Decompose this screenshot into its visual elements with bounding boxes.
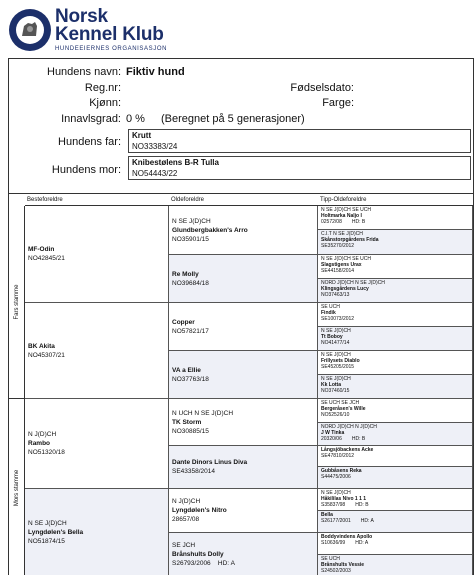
dob-label: Fødselsdato: [290,82,354,94]
ggg-title: N SE J(D)CH [321,490,351,496]
ggg-reg: S35837/98 [321,502,346,508]
great-grandparent-reg: S26793/2006 [172,560,211,567]
dog-info-section [9,59,473,194]
great-great-grandparent-12 [318,467,473,489]
ggg-name: Boddyvindens Apollo [321,534,373,540]
ggg-reg: SE47810/2012 [321,453,355,459]
grandparent-reg: NO51874/15 [28,538,65,545]
great-grandparent-name: Re Molly [172,270,199,278]
dam-name: Knibestølens B-R Tulla [132,158,219,167]
great-great-grandparent-14 [318,511,473,533]
dam-label: Hundens mor: [51,164,121,176]
ggg-reg-line [321,412,469,418]
ggg-name: Gubbåsens Reka [321,468,362,474]
great-great-grandparent-6 [318,327,473,351]
dam-box [128,156,471,180]
ggg-reg-line [321,518,469,524]
ggg-reg-line [321,568,469,574]
side-mother [9,399,25,575]
great-great-grandparent-7 [318,351,473,375]
sire-reg: NO33383/24 [132,142,178,151]
side-mother-label: Mors stamme [13,469,20,507]
great-grandparent-name: Glundbergbakken's Arro [172,226,248,234]
ggg-title: N SE J(D)CH [321,352,351,358]
great-great-grandparent-2 [318,230,473,255]
ggg-reg: SE45205/2015 [321,364,355,370]
grandparent-name: MF-Odin [28,246,55,253]
ggg-reg-line [321,292,469,298]
sire-label: Hundens far: [58,136,121,148]
ggg-reg: S24502/2003 [321,568,351,574]
grandparent-reg: NO51320/18 [28,449,65,456]
great-grandparent-name: Dante Dinors Linus Diva [172,459,248,466]
name-label: Hundens navn: [47,66,121,78]
name-value: Fiktiv hund [126,66,185,78]
grandparent-title: N J(D)CH [28,431,57,438]
color-label: Farge: [322,97,354,109]
grandparent-title: N SE J(D)CH [28,520,67,527]
ggg-reg: S44475/2006 [321,474,351,480]
ggg-title: N SE J(D)CH [321,328,351,334]
ggg-name: Skånstorpgårdens Frida [321,237,379,243]
ggg-reg-line [321,364,469,370]
great-great-grandparent-4 [318,279,473,303]
side-father [9,206,25,399]
sire-name: Krutt [132,131,152,140]
grandparent-name: BK Akita [28,342,55,350]
great-great-grandparent-3 [318,255,473,279]
grandparent-reg: NO42845/21 [28,255,65,262]
hd-grade: HD: B [351,219,366,225]
ggg-reg: NO41477/14 [321,340,350,346]
ggg-reg: 02572/08 [321,219,342,225]
dam-reg: NO54443/22 [132,169,178,178]
great-grandparent-8 [169,533,318,575]
great-grandparent-5 [169,399,318,446]
grandparent-3 [25,399,169,489]
great-great-grandparent-16 [318,555,473,575]
grandparent-2 [25,303,169,399]
great-grandparent-6 [169,446,318,489]
ggg-reg: NO37463/13 [321,292,350,298]
great-grandparent-1 [169,206,318,255]
great-great-grandparent-1 [318,206,473,230]
ggg-title: N SE J(D)CH SE UCH [321,207,372,213]
ggg-reg-line [321,453,469,459]
inbreeding-note: (Beregnet på 5 generasjoner) [161,113,305,125]
ggg-reg-line [321,340,469,346]
grandparent-1 [25,206,169,303]
pedigree-document [8,58,474,575]
great-grandparent-name: TK Storm [172,418,202,426]
ggg-reg: SE35270/2012 [321,243,355,249]
hd-grade: HD: B [351,436,366,442]
ggg-reg-line [321,268,469,274]
ggg-name: Tt Boboy [321,334,343,340]
great-grandparent-reg: NO57821/17 [172,327,209,335]
ggg-reg: S10636/99 [321,540,346,546]
ggg-title: C.I.T N SE J(D)CH [321,231,363,237]
ggg-reg-line [321,388,469,394]
ggg-title: NORD J(D)CH N J(D)CH [321,424,377,430]
great-grandparent-reg: NO37763/18 [172,375,209,383]
great-grandparent-title: SE JCH [172,542,196,549]
great-grandparent-title: N UCH N SE J(D)CH [172,409,234,417]
great-grandparent-reg: SE43358/2014 [172,468,216,475]
inbreeding-label: Innavlsgrad: [61,113,121,125]
great-great-grandparent-13 [318,489,473,511]
inbreeding-value: 0 % [126,113,145,125]
hd-grade: HD: A [360,518,374,524]
side-father-label: Fars stamme [13,284,20,320]
great-grandparent-title: N SE J(D)CH [172,217,211,225]
ggg-reg-line [321,474,469,480]
great-grandparent-reg-line [172,559,314,568]
header-great-great-grandparents: Tipp-Oldeforeldre [318,195,473,206]
great-grandparent-3 [169,303,318,351]
grandparent-reg: NO45307/21 [28,351,65,359]
ggg-reg-line [321,219,469,225]
great-grandparent-reg: NO35901/15 [172,235,209,243]
great-grandparent-reg: NO30885/15 [172,427,209,435]
nkk-logo-icon [8,8,52,52]
ggg-reg: SE10073/2012 [321,316,355,322]
ggg-name: Frillysets Diablo [321,358,360,364]
ggg-name: Bergeråsen's Wille [321,406,366,412]
great-grandparent-reg: 28657/08 [172,516,200,523]
brand [55,8,167,52]
ggg-name: Slagstigens Urax [321,262,362,268]
ggg-name: Findik [321,310,336,316]
ggg-reg-line [321,436,469,442]
pedigree-table [9,195,473,575]
ggg-reg: S26177/2001 [321,518,351,524]
ggg-name: Bella [321,512,333,518]
great-grandparent-title: N J(D)CH [172,498,201,505]
hd-grade: HD: A [217,560,235,567]
ggg-reg-line [321,540,469,546]
great-grandparent-reg: NO39684/18 [172,279,209,287]
sire-box [128,129,471,153]
ggg-reg-line [321,243,469,249]
great-great-grandparent-5 [318,303,473,327]
ggg-title: N SE J(D)CH SE UCH [321,256,372,262]
ggg-reg: NO52526/10 [321,412,350,418]
ggg-name: J W Tinka [321,430,345,436]
ggg-reg-line [321,316,469,322]
ggg-name: Holtmarka Naljo I [321,213,362,219]
great-great-grandparent-10 [318,423,473,446]
ggg-name: Långsjöbackens Acke [321,447,374,453]
great-grandparent-2 [169,255,318,303]
great-great-grandparent-8 [318,375,473,399]
header-grandparents: Besteforeldre [25,195,169,206]
hd-grade: HD: B [355,502,369,508]
great-grandparent-name: Copper [172,318,195,326]
ggg-reg-line [321,502,469,508]
brand-subtitle: HUNDEEIERNES ORGANISASJON [55,46,168,52]
great-grandparent-4 [169,351,318,399]
ggg-title: SE UCH SE JCH [321,400,360,406]
grandparent-name: Lyngdølen's Bella [28,529,84,536]
ggg-reg: SE44158/2014 [321,268,355,274]
grandparent-4 [25,489,169,575]
ggg-name: Klingsgårdens Lucy [321,286,369,292]
great-grandparent-name: Brånshults Dolly [172,551,224,558]
great-grandparent-name: Lyngdølen's Nitro [172,507,227,514]
ggg-name: Brånshults Vessie [321,562,365,568]
ggg-reg: NO37460/15 [321,388,350,394]
header-great-grandparents: Oldeforeldre [169,195,318,206]
ggg-title: NORD J(D)CH N SE J(D)CH [321,280,385,286]
ggg-name: Håkililas Nivo 1 1 1 [321,496,367,502]
ggg-title: SE UCH [321,556,340,562]
ggg-title: SE UCH [321,304,340,310]
ggg-reg: 20320/06 [321,436,342,442]
reg-label: Reg.nr: [84,82,121,94]
ggg-title: N SE J(D)CH [321,376,351,382]
great-grandparent-name: VA a Ellie [172,366,201,374]
hd-grade: HD: A [355,540,369,546]
great-great-grandparent-9 [318,399,473,423]
brand-line1: Norsk [55,6,108,27]
grandparent-name: Rambo [28,440,51,447]
great-grandparent-7 [169,489,318,533]
ggg-name: Kk Lotta [321,382,341,388]
brand-line2: Kennel Klub [55,24,164,45]
sex-label: Kjønn: [89,97,121,109]
great-great-grandparent-11 [318,446,473,467]
great-great-grandparent-15 [318,533,473,555]
header [8,5,208,55]
